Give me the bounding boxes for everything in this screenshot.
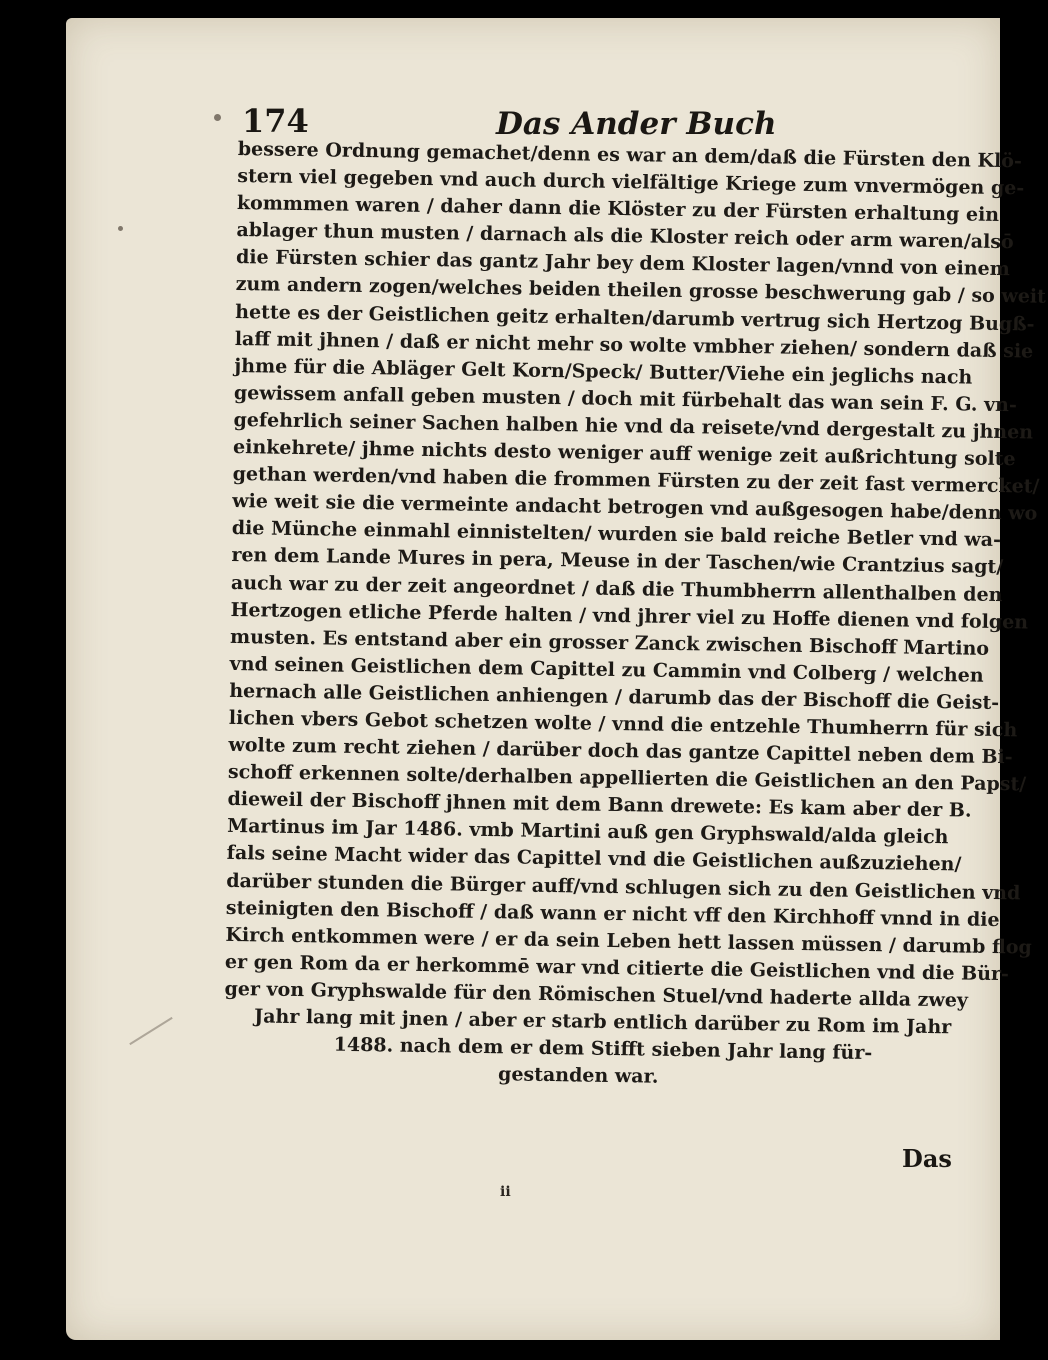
text-line: kommmen waren / daher dann die Klöster zu der Fürsten erhaltung ein bbox=[236, 192, 1000, 227]
text-line: laff mit jhnen / daß er nicht mehr so wolte vmbher ziehen/ sondern daß sie bbox=[234, 327, 1034, 363]
text-line: wie weit sie die vermeinte andacht betrogen vnd außgesogen habe/denn wo bbox=[232, 490, 1038, 525]
text-line: einkehrete/ jhme nichts desto weniger auff wenige zeit außrichtung solte bbox=[232, 435, 1016, 471]
text-line: lichen vbers Gebot schetzen wolte / vnnd die entzehle Thumherrn für sich bbox=[228, 706, 1018, 742]
text-line: die Fürsten schier das gantz Jahr bey dem Kloster lagen/vnnd von einem bbox=[235, 246, 1010, 281]
closing-text-line: 1488. nach dem er dem Stifft sieben Jahr lang für- bbox=[333, 1033, 873, 1065]
text-line: dieweil der Bischoff jhnen mit dem Bann drewete: Es kam aber der B. bbox=[227, 788, 972, 822]
text-line: steinigten den Bischoff / daß wann er nicht vff den Kirchhoff vnnd in die bbox=[225, 896, 1000, 931]
page-number: 174 bbox=[242, 102, 309, 140]
text-line: ger von Gryphswalde für den Römischen Stuel/vnd haderte allda zwey bbox=[224, 977, 969, 1012]
signature-mark: ii bbox=[500, 1184, 511, 1200]
text-line: fals seine Macht wider das Capittel vnd die Geistlichen außzuziehen/ bbox=[226, 842, 962, 876]
catchword: Das bbox=[902, 1144, 952, 1173]
book-page bbox=[66, 18, 1047, 1340]
closing-text-line: gestanden war. bbox=[497, 1063, 659, 1088]
text-line: ren dem Lande Mures in pera, Meuse in der Taschen/wie Crantzius sagt/ bbox=[231, 544, 1004, 579]
text-line: bessere Ordnung gemachet/denn es war an dem/daß die Fürsten den Klö- bbox=[237, 137, 1022, 173]
text-line: auch war zu der zeit angeordnet / daß die Thumbherrn allenthalben den bbox=[230, 571, 1003, 606]
text-line: schoff erkennen solte/derhalben appellierten die Geistlichen an den Papst/ bbox=[227, 761, 1027, 796]
running-head: Das Ander Buch bbox=[496, 106, 777, 142]
text-line: zum andern zogen/welches beiden theilen grosse beschwerung gab / so weit bbox=[235, 273, 1047, 309]
text-line: darüber stunden die Bürger auff/vnd schlugen sich zu den Geistlichen vnd bbox=[226, 869, 1021, 904]
closing-text-line: Jahr lang mit jnen / aber er starb entlich darüber zu Rom im Jahr bbox=[254, 1005, 952, 1039]
text-line: jhme für die Abläger Gelt Korn/Speck/ Butter/Viehe ein jeglichs nach bbox=[234, 354, 973, 389]
text-line: gefehrlich seiner Sachen halben hie vnd da reisete/vnd dergestalt zu jhnen bbox=[233, 408, 1034, 444]
text-line: gethan werden/vnd haben die frommen Fürsten zu der zeit fast vermercket/ bbox=[232, 463, 1040, 498]
text-line: hette es der Geistlichen geitz erhalten/darumb vertrug sich Hertzog Bugß- bbox=[235, 300, 1035, 336]
body-text bbox=[223, 136, 1047, 1095]
text-line: wolte zum recht ziehen / darüber doch das gantze Capittel neben dem Bi- bbox=[228, 733, 1013, 769]
text-line: stern viel gegeben vnd auch durch vielfältige Kriege zum vnvermögen ge- bbox=[237, 165, 1025, 200]
text-line: Hertzogen etliche Pferde halten / vnd jhrer viel zu Hoffe dienen vnd folgen bbox=[230, 598, 1029, 634]
ink-spot bbox=[214, 114, 221, 121]
text-line: Kirch entkommen were / er da sein Leben hett lassen müssen / darumb flog bbox=[225, 923, 1032, 959]
text-line: er gen Rom da er herkommē war vnd citierte die Geistlichen vnd die Bür- bbox=[224, 950, 1010, 986]
text-line: hernach alle Geistlichen anhiengen / darumb das der Bischoff die Geist- bbox=[229, 679, 1000, 714]
text-line: Martinus im Jar 1486. vmb Martini auß gen Gryphswald/alda gleich bbox=[226, 815, 949, 849]
paper-scratch bbox=[129, 1017, 172, 1045]
ink-spot bbox=[118, 226, 123, 231]
text-line: die Münche einmahl einnistelten/ wurden sie bald reiche Betler vnd wa- bbox=[231, 517, 1002, 552]
text-line: gewissem anfall geben musten / doch mit fürbehalt das wan sein F. G. vn- bbox=[233, 381, 1018, 417]
text-line: musten. Es entstand aber ein grosser Zanck zwischen Bischoff Martino bbox=[229, 625, 990, 660]
text-line: vnd seinen Geistlichen dem Capittel zu Cammin vnd Colberg / welchen bbox=[229, 652, 984, 687]
text-line: ablager thun musten / darnach als die Kloster reich oder arm waren/alsō bbox=[236, 219, 1014, 254]
